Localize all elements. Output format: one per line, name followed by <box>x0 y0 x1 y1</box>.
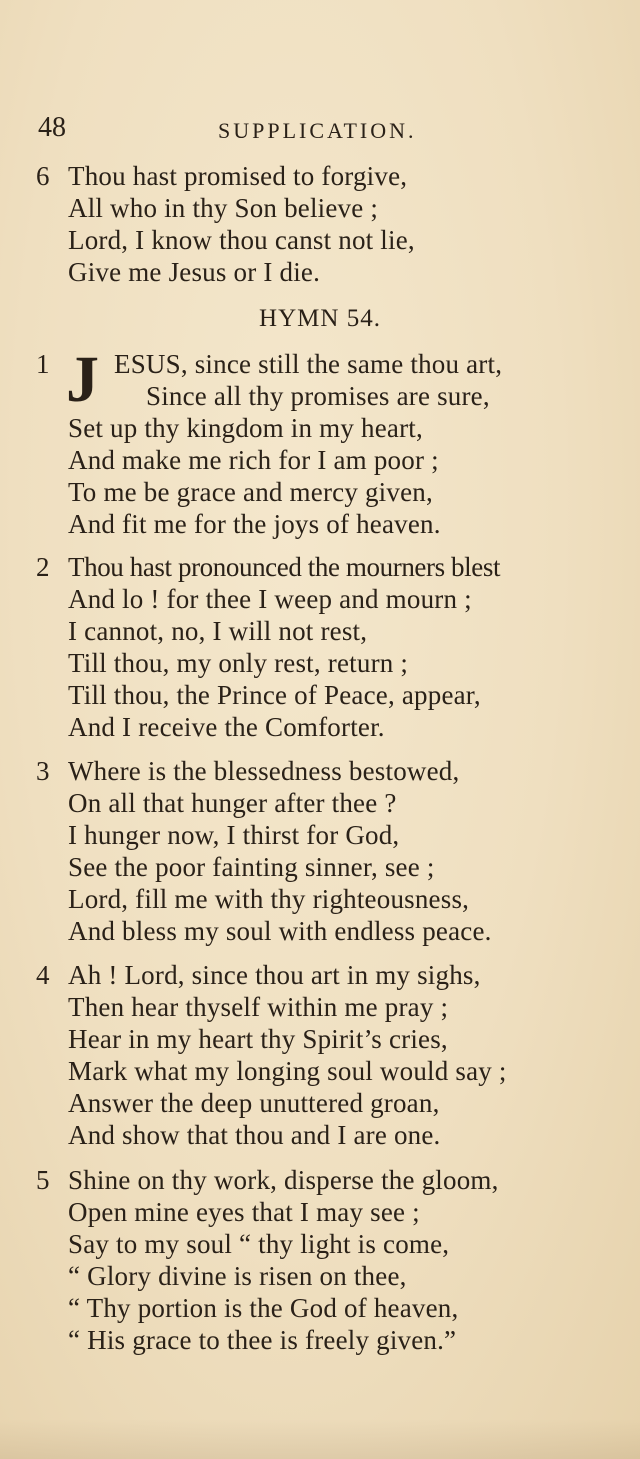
verse-line: And show that thou and I are one. <box>68 1120 441 1150</box>
verse-line: Since all thy promises are sure, <box>146 381 490 411</box>
verse-line: “ Thy portion is the God of heaven, <box>68 1293 459 1323</box>
running-head: SUPPLICATION. <box>218 118 417 143</box>
verse-number: 1 <box>36 349 50 379</box>
verse-number: 2 <box>36 552 50 582</box>
verse-line: Answer the deep unuttered groan, <box>68 1088 440 1118</box>
hymn-title: HYMN 54. <box>259 305 381 332</box>
stanza-3 <box>36 755 636 947</box>
verse-line: I cannot, no, I will not rest, <box>68 616 368 646</box>
verse-line: All who in thy Son believe ; <box>68 193 379 223</box>
verse-line: Where is the blessedness bestowed, <box>68 756 460 786</box>
verse-line: And lo ! for thee I weep and mourn ; <box>68 584 472 614</box>
verse-line: Lord, I know thou canst not lie, <box>68 225 415 255</box>
stanza-1 <box>36 343 636 540</box>
drop-cap: J <box>66 343 100 416</box>
page-number: 48 <box>38 112 66 143</box>
verse-line: Lord, fill me with thy righteousness, <box>68 884 470 914</box>
verse-line: And make me rich for I am poor ; <box>68 445 439 475</box>
verse-line: On all that hunger after thee ? <box>68 788 397 818</box>
stanza-2 <box>36 551 636 743</box>
verse-line: Hear in my heart thy Spirit’s cries, <box>68 1024 448 1054</box>
verse-line: Mark what my longing soul would say ; <box>68 1056 507 1086</box>
verse-line: “ Glory divine is risen on thee, <box>68 1261 407 1291</box>
verse-line: Thou hast promised to forgive, <box>68 161 408 191</box>
verse-line: See the poor fainting sinner, see ; <box>68 852 435 882</box>
verse-line: To me be grace and mercy given, <box>68 477 433 507</box>
verse-line: Ah ! Lord, since thou art in my sighs, <box>68 960 481 990</box>
verse-line: I hunger now, I thirst for God, <box>68 820 400 850</box>
verse-line: Then hear thyself within me pray ; <box>68 992 449 1022</box>
verse-line: Say to my soul “ thy light is come, <box>68 1229 450 1259</box>
stanza-4 <box>36 959 636 1151</box>
verse-line: Till thou, my only rest, return ; <box>68 648 409 678</box>
verse-line: Thou hast pronounced the mourners blest <box>68 552 501 582</box>
verse-6-continued <box>36 160 636 288</box>
verse-line: And bless my soul with endless peace. <box>68 916 492 946</box>
verse-line: And fit me for the joys of heaven. <box>68 509 441 539</box>
page-edge-shading <box>0 1419 640 1459</box>
page-header <box>38 112 490 148</box>
verse-line: Till thou, the Prince of Peace, appear, <box>68 680 481 710</box>
verse-number: 6 <box>36 161 50 191</box>
stanza-5 <box>36 1164 636 1356</box>
verse-line: Open mine eyes that I may see ; <box>68 1197 420 1227</box>
verse-number: 4 <box>36 960 50 990</box>
verse-line: Give me Jesus or I die. <box>68 257 321 287</box>
verse-line: “ His grace to thee is freely given.” <box>68 1325 457 1355</box>
verse-number: 3 <box>36 756 50 786</box>
verse-number: 5 <box>36 1165 50 1195</box>
verse-line: And I receive the Comforter. <box>68 712 385 742</box>
verse-line: Shine on thy work, disperse the gloom, <box>68 1165 499 1195</box>
verse-line: Set up thy kingdom in my heart, <box>68 413 423 443</box>
verse-line: ESUS, since still the same thou art, <box>114 349 503 379</box>
